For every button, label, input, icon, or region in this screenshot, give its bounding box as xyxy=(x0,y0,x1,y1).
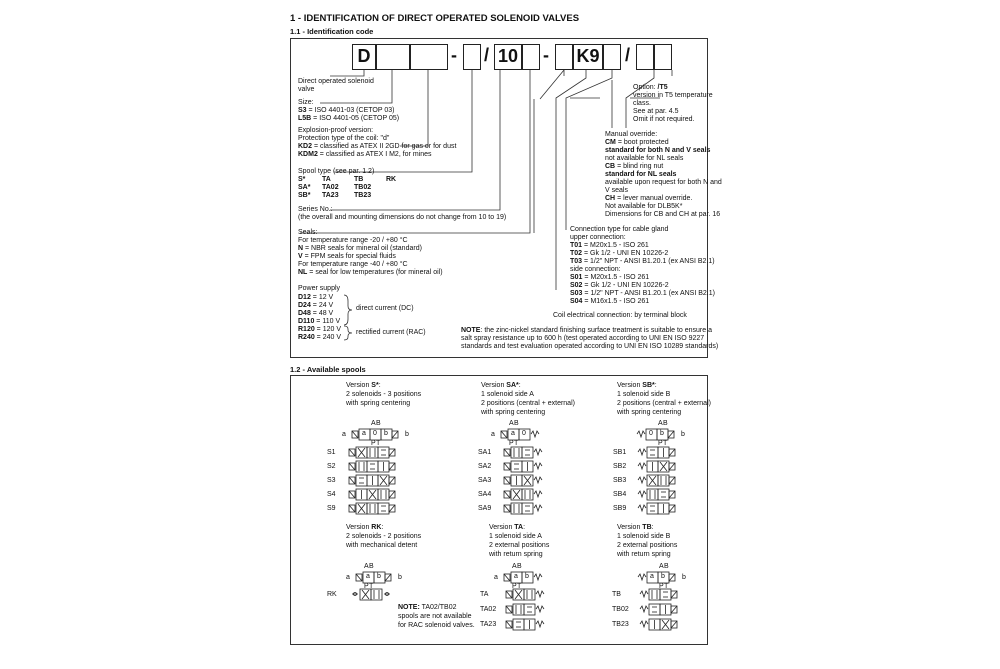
ta-label-2: TA23 xyxy=(480,621,497,628)
override-cm: CM = boot protected xyxy=(605,139,669,146)
spool-c1-1: SA* xyxy=(298,184,311,191)
tb-header-side-b: b xyxy=(682,574,686,581)
code-dash-2: - xyxy=(543,45,549,65)
s-header-port-p: P xyxy=(371,440,376,447)
spool-c2-0: TA xyxy=(322,176,331,183)
ta-header-port-p: P xyxy=(512,583,517,590)
sa-header-port-b: B xyxy=(514,420,519,427)
sb-header-cell-1: b xyxy=(660,430,664,437)
override-std-nv: standard for both N and V seals xyxy=(605,147,711,154)
override-std-nl: standard for NL seals xyxy=(605,171,677,178)
tb-header-symbol xyxy=(636,571,680,585)
override-ch: CH = lever manual override. xyxy=(605,195,693,202)
power-d24: D24 = 24 V xyxy=(298,302,334,309)
s-header-side-b: b xyxy=(405,431,409,438)
tb-label-2: TB23 xyxy=(612,621,629,628)
s-label-2: S3 xyxy=(327,477,336,484)
override-cb: CB = blind ring nut xyxy=(605,163,664,170)
rk-header-side-a: a xyxy=(346,574,350,581)
sb-label-1: SB2 xyxy=(613,463,627,470)
seals-title: Seals: xyxy=(298,229,318,236)
seals-nl: NL = seal for low temperatures (for mineral oil) xyxy=(298,269,443,276)
spool-c3-0: TB xyxy=(354,176,364,183)
tb-header-cell-0: a xyxy=(650,573,654,580)
s-header-port-b: B xyxy=(376,420,381,427)
tb-header-port-b: B xyxy=(664,563,669,570)
ta-header-side-a: a xyxy=(494,574,498,581)
code-box-k9: K9 xyxy=(573,44,603,70)
override-title: Manual override: xyxy=(605,131,658,138)
code-slash-2: / xyxy=(625,45,631,65)
sa-spool-1 xyxy=(500,460,544,473)
sa-header-port-p: P xyxy=(509,440,514,447)
sb-spool-2 xyxy=(636,474,680,487)
override-dimensions: Dimensions for CB and CH at par. 16 xyxy=(605,211,721,218)
note-line-2: salt spray resistance up to 600 h (test operated according to UNI EN ISO 9227 xyxy=(461,335,705,342)
conn-title: Connection type for cable gland xyxy=(570,226,669,233)
rk-header-cell-0: a xyxy=(366,573,370,580)
tb-header-port-p: P xyxy=(659,583,664,590)
code-dash-1: - xyxy=(451,45,457,65)
tb-header-port-a: A xyxy=(659,563,664,570)
rk-label-0: RK xyxy=(327,591,337,598)
sa-header-symbol xyxy=(497,428,541,442)
conn-s01: S01 = M20x1.5 - ISO 261 xyxy=(570,274,650,281)
version-tb-title: Version TB: xyxy=(617,524,654,531)
seals-range-1: For temperature range -20 / +80 °C xyxy=(298,237,408,244)
spool-c2-1: TA02 xyxy=(322,184,339,191)
tb-spool-1 xyxy=(638,603,682,616)
ta-label-1: TA02 xyxy=(480,606,497,613)
subsection-title-identification: 1.1 - Identification code xyxy=(290,27,374,36)
tb-spool-2 xyxy=(638,618,682,631)
note-line-3: standards and test evaluation operated according to UNI EN ISO 10289 standards) xyxy=(461,343,719,350)
ta-header-cell-1: b xyxy=(525,573,529,580)
power-rac-label: rectified current (RAC) xyxy=(356,329,426,336)
sb-spool-4 xyxy=(636,502,680,515)
override-not-dlb5k: Not available for DLB5K* xyxy=(605,203,683,210)
rk-header-cell-1: b xyxy=(377,573,381,580)
version-sb-l1: 1 solenoid side B xyxy=(617,391,671,398)
code-slash-1: / xyxy=(484,45,490,65)
tb-header-port-t: T xyxy=(664,583,669,590)
spool-note-2: spools are not available xyxy=(398,613,472,620)
version-tb-l1: 1 solenoid side B xyxy=(617,533,671,540)
power-r240: R240 = 240 V xyxy=(298,334,342,341)
sb-spool-3 xyxy=(636,488,680,501)
version-ta-title: Version TA: xyxy=(489,524,526,531)
sb-header-port-p: P xyxy=(658,440,663,447)
sa-spool-4 xyxy=(500,502,544,515)
section-title: 1 - IDENTIFICATION OF DIRECT OPERATED SOLENOID VALVES xyxy=(290,13,580,24)
sa-header-cell-1: 0 xyxy=(522,430,526,437)
version-rk-l1: 2 solenoids - 2 positions xyxy=(346,533,422,540)
sb-spool-0 xyxy=(636,446,680,459)
rk-header-port-t: T xyxy=(369,583,374,590)
ta-spool-1 xyxy=(502,603,546,616)
option-line-3: class. xyxy=(633,100,651,107)
s-header-port-a: A xyxy=(371,420,376,427)
version-tb-l2: 2 external positions xyxy=(617,542,678,549)
rk-spool-0 xyxy=(349,588,393,601)
s-spool-0 xyxy=(345,446,400,459)
sb-label-0: SB1 xyxy=(613,449,627,456)
conn-s02: S02 = Gk 1/2 - UNI EN 10226-2 xyxy=(570,282,669,289)
ta-spool-2 xyxy=(502,618,546,631)
rk-header-symbol xyxy=(352,571,396,585)
s-spool-1 xyxy=(345,460,400,473)
conn-t01: T01 = M20x1.5 - ISO 261 xyxy=(570,242,649,249)
spool-c3-2: TB23 xyxy=(354,192,372,199)
version-ta-l1: 1 solenoid side A xyxy=(489,533,542,540)
sa-label-1: SA2 xyxy=(478,463,492,470)
s-header-cell-1: 0 xyxy=(373,430,377,437)
version-sa-l3: with spring centering xyxy=(481,409,546,416)
spool-title: Spool type (see par. 1.2) xyxy=(298,168,375,175)
override-upon-request: available upon request for both N and xyxy=(605,179,722,186)
power-r120: R120 = 120 V xyxy=(298,326,342,333)
tb-label-0: TB xyxy=(612,591,621,598)
option-line-5: Omit if not required. xyxy=(633,116,695,123)
conn-t03: T03 = 1/2" NPT - ANSI B1.20.1 (ex ANSI B2.1) xyxy=(570,258,715,265)
size-title: Size: xyxy=(298,99,314,106)
size-l5b: L5B = ISO 4401-05 (CETOP 05) xyxy=(298,115,400,122)
sb-header-port-a: A xyxy=(658,420,663,427)
spool-note-1: NOTE: TA02/TB02 xyxy=(398,604,457,611)
version-sa-title: Version SA*: xyxy=(481,382,521,389)
s-spool-4 xyxy=(345,502,400,515)
spool-c4-0: RK xyxy=(386,176,397,183)
sa-spool-2 xyxy=(500,474,544,487)
sa-label-4: SA9 xyxy=(478,505,492,512)
option-line-2: version in T5 temperature xyxy=(633,92,713,99)
note-line-1: NOTE: the zinc-nickel standard finishing surface treatment is suitable to ensure a xyxy=(461,327,712,334)
s-spool-2 xyxy=(345,474,400,487)
spool-c1-2: SB* xyxy=(298,192,311,199)
tb-label-1: TB02 xyxy=(612,606,629,613)
tb-spool-0 xyxy=(638,588,682,601)
s-label-0: S1 xyxy=(327,449,336,456)
s-header-side-a: a xyxy=(342,431,346,438)
conn-s04: S04 = M16x1.5 - ISO 261 xyxy=(570,298,650,305)
rk-header-port-b: B xyxy=(369,563,374,570)
power-d110: D110 = 110 V xyxy=(298,318,341,325)
sb-header-cell-0: 0 xyxy=(649,430,653,437)
sb-label-2: SB3 xyxy=(613,477,627,484)
explosion-kdm2: KDM2 = classified as ATEX I M2, for mines xyxy=(298,151,432,158)
spool-c2-2: TA23 xyxy=(322,192,339,199)
tb-header-cell-1: b xyxy=(661,573,665,580)
s-spool-3 xyxy=(345,488,400,501)
sa-label-3: SA4 xyxy=(478,491,492,498)
sa-header-side-a: a xyxy=(491,431,495,438)
sa-header-port-t: T xyxy=(514,440,519,447)
version-s-l2: with spring centering xyxy=(346,400,411,407)
rk-header-port-a: A xyxy=(364,563,369,570)
version-rk-l2: with mechanical detent xyxy=(346,542,418,549)
power-d48: D48 = 48 V xyxy=(298,310,334,317)
rk-header-port-p: P xyxy=(364,583,369,590)
sb-header-side-b: b xyxy=(681,431,685,438)
s-label-1: S2 xyxy=(327,463,336,470)
version-ta-l2: 2 external positions xyxy=(489,542,550,549)
explosion-protection: Protection type of the coil: "d" xyxy=(298,135,390,142)
ta-header-port-b: B xyxy=(517,563,522,570)
sa-header-cell-0: a xyxy=(511,430,515,437)
conn-side: side connection: xyxy=(570,266,621,273)
s-label-3: S4 xyxy=(327,491,336,498)
version-sa-l2: 2 positions (central + external) xyxy=(481,400,575,407)
option-line-4: See at par. 4.5 xyxy=(633,108,679,115)
sb-header-port-t: T xyxy=(663,440,668,447)
version-rk-title: Version RK: xyxy=(346,524,384,531)
power-dc-label: direct current (DC) xyxy=(356,305,414,312)
sb-header-port-b: B xyxy=(663,420,668,427)
sb-label-4: SB9 xyxy=(613,505,627,512)
rk-header-side-b: b xyxy=(398,574,402,581)
sa-spool-0 xyxy=(500,446,544,459)
s-header-cell-2: b xyxy=(384,430,388,437)
ta-header-symbol xyxy=(500,571,544,585)
ta-header-port-t: T xyxy=(517,583,522,590)
conn-t02: T02 = Gk 1/2 - UNI EN 10226-2 xyxy=(570,250,669,257)
sb-spool-1 xyxy=(636,460,680,473)
dov-line-1: Direct operated solenoid xyxy=(298,78,374,85)
version-sb-l2: 2 positions (central + external) xyxy=(617,400,711,407)
series-title: Series No.: xyxy=(298,206,333,213)
dov-line-2: valve xyxy=(298,86,315,93)
version-ta-l3: with return spring xyxy=(489,551,543,558)
s-label-4: S9 xyxy=(327,505,336,512)
power-d12: D12 = 12 V xyxy=(298,294,334,301)
sb-header-symbol xyxy=(635,428,679,442)
coil-connection: Coil electrical connection: by terminal block xyxy=(553,312,687,319)
ta-label-0: TA xyxy=(480,591,489,598)
spool-c3-1: TB02 xyxy=(354,184,372,191)
spool-c1-0: S* xyxy=(298,176,306,183)
override-not-nl: not available for NL seals xyxy=(605,155,684,162)
version-sa-l1: 1 solenoid side A xyxy=(481,391,534,398)
sb-label-3: SB4 xyxy=(613,491,627,498)
seals-n: N = NBR seals for mineral oil (standard) xyxy=(298,245,422,252)
code-box-d: D xyxy=(352,44,376,70)
size-s3: S3 = ISO 4401-03 (CETOP 03) xyxy=(298,107,395,114)
spool-note-3: for RAC solenoid valves. xyxy=(398,622,475,629)
ta-header-port-a: A xyxy=(512,563,517,570)
ta-header-cell-0: a xyxy=(514,573,518,580)
explosion-kd2: KD2 = classified as ATEX II 2GD for gas or for dust xyxy=(298,143,457,150)
power-title: Power supply xyxy=(298,285,341,292)
sa-label-2: SA3 xyxy=(478,477,492,484)
code-box-series: 10 xyxy=(494,44,522,70)
conn-s03: S03 = 1/2" NPT - ANSI B1.20.1 (ex ANSI B2.1) xyxy=(570,290,715,297)
version-tb-l3: with return spring xyxy=(617,551,671,558)
sa-header-port-a: A xyxy=(509,420,514,427)
subsection-title-spools: 1.2 - Available spools xyxy=(290,365,366,374)
seals-v: V = FPM seals for special fluids xyxy=(298,253,396,260)
series-note: (the overall and mounting dimensions do not change from 10 to 19) xyxy=(298,214,507,221)
s-header-cell-0: a xyxy=(362,430,366,437)
override-v-seals: V seals xyxy=(605,187,628,194)
version-s-l1: 2 solenoids - 3 positions xyxy=(346,391,422,398)
explosion-title: Explosion-proof version: xyxy=(298,127,374,134)
version-sb-l3: with spring centering xyxy=(617,409,682,416)
ta-spool-0 xyxy=(502,588,546,601)
version-sb-title: Version SB*: xyxy=(617,382,657,389)
sa-label-0: SA1 xyxy=(478,449,492,456)
sa-spool-3 xyxy=(500,488,544,501)
version-s-title: Version S*: xyxy=(346,382,381,389)
conn-upper: upper connection: xyxy=(570,234,626,241)
seals-range-2: For temperature range -40 / +80 °C xyxy=(298,261,408,268)
s-header-port-t: T xyxy=(376,440,381,447)
option-line-1: Option: /T5 xyxy=(633,84,668,91)
